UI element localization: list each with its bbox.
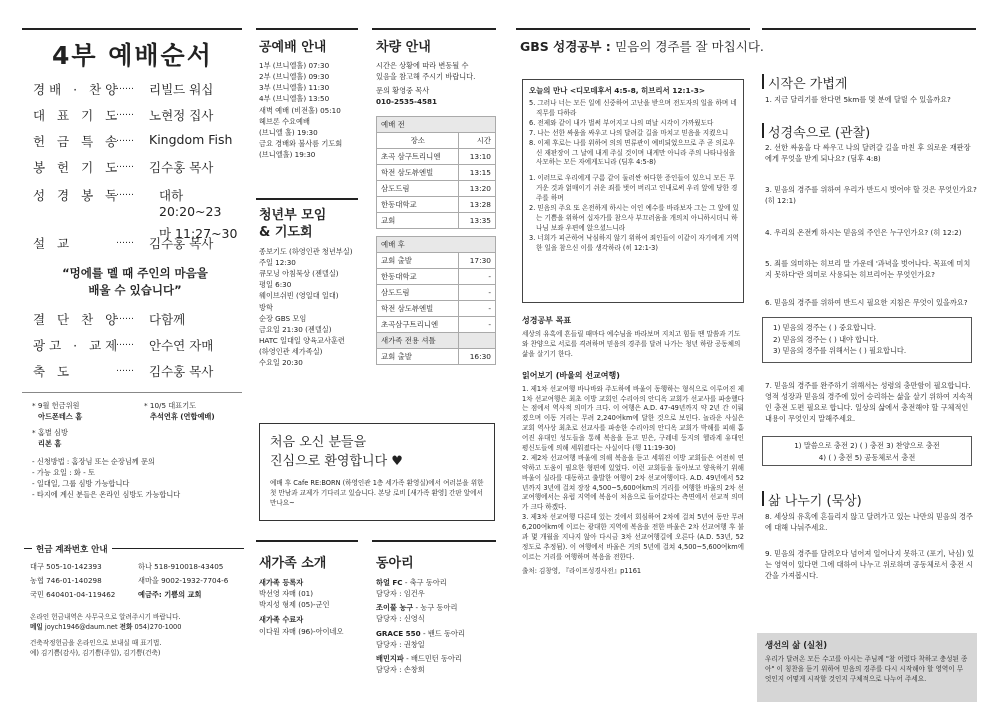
account-title: 헌금 계좌번호 안내	[32, 543, 112, 555]
order-label: 봉 헌 기 도	[33, 160, 122, 175]
gbs-title: GBS 성경공부 : 믿음의 경주를 잘 마칩시다.	[520, 39, 764, 54]
newfam-name: 박지성 형제 (05)-군인	[259, 600, 330, 610]
bus-row: 교회 출발 17:30	[377, 253, 496, 269]
bus-row: 교회 출발 16:30	[377, 349, 496, 365]
read-text	[522, 385, 744, 563]
worship-line: 2부 (브니엘홀) 09:30	[259, 72, 330, 82]
order-dots: ……	[116, 134, 134, 144]
worship-line: 금요 경배와 불사름 기도회	[259, 139, 343, 149]
order-value: 대하 20:20~23 마 11:27~30	[159, 188, 238, 241]
newfam-title: 새가족 소개	[259, 556, 327, 571]
question-7: 7. 믿음의 경주를 완주하기 위해서는 성령의 충만함이 필요합니다. 영적 성장과 믿음의 경주에 있어 승리하는 삶을 살기 위하여 지속적인 충전 도편 필요로 합니다. 일상의 삶에서 충전해야 할 구체적인 내용이 무엇인지 말해주세요.	[765, 381, 974, 424]
youth-line: 웨이브쉬빈 (영일대 일대)	[259, 291, 339, 301]
account-row: 국민 640401-04-119462 예금주: 기쁨의 교회	[30, 590, 202, 600]
order-value: 리빌드 워십	[149, 82, 214, 97]
order-value: 김수홍 목사	[149, 236, 214, 251]
order-row	[33, 234, 243, 254]
read-paragraph: 3. 제3차 선교여행 다른데 있는 것에서 회심하여 2차에 걸쳐 5년여 동안 무려 6,200여km에 이르는 광대한 지역에 복음을 전한 바울은 2차 선교여행 후 불과 몇 개월을 지나지 않아 다시금 3차 선교여행길에 오른다 (A.D. 53년, 52 정도로 추정됨). 이 여행에서 바울은 거의 5년에 걸쳐 4,500~5,600여km에 이르는 거리를 여행하며 복음을 전한다.	[522, 513, 744, 561]
bus-row: 초곡 삼구트리니엔 13:10	[377, 149, 496, 165]
section-observe: 성경속으로 (관찰)	[768, 126, 871, 141]
question-3: 3. 믿음의 경주를 위하여 우리가 반드시 벗어야 할 것은 무엇인가요? (히 12:1)	[765, 185, 977, 206]
account-row: 대구 505-10-142393 하나 518-910018-43405	[30, 562, 224, 571]
bus-row: 삼도드림 -	[377, 285, 496, 301]
worship-line: 3부 (브니엘홀) 11:30	[259, 83, 330, 93]
youth-line: 큐모닝 아침묵상 (젠델실)	[259, 269, 339, 279]
youth-line: HATC 일대일 양육교사훈련	[259, 336, 345, 346]
order-row	[33, 186, 243, 241]
order-value: 김수홍 목사	[149, 160, 214, 175]
question-6: 6. 믿음의 경주를 위하여 반드시 필요한 지침은 무엇이 있을까요?	[765, 298, 968, 307]
question-5: 5. 죄를 의미하는 히브리 말 가운데 '과녁을 벗어나다. 목표에 미치지 못하다'란 의미로 사용되는 히브리어는 무엇인가요?	[765, 259, 971, 280]
verse: 5. 그러나 너는 모든 일에 신중하여 고난을 받으며 전도자의 일을 하며 네 직무를 다하라	[529, 99, 737, 117]
bus-row: 초곡삼구트리니엔 -	[377, 317, 496, 333]
notice-line: - 타지에 계신 분들은 온라인 심방도 가능합니다	[32, 490, 181, 500]
order-label: 광고 · 교제	[33, 338, 122, 353]
question-2: 2. 선한 싸움을 다 싸우고 나의 달려갈 길을 마친 후 의로운 재판장에게 무엇을 받게 되나요? (딤후 4:8)	[765, 143, 971, 164]
order-value: 다함께	[149, 312, 186, 327]
verse: 1. 이러므로 우리에게 구름 같이 둘러싼 허다한 증인들이 있으니 모든 무거운 것과 얽매이기 쉬운 죄를 벗어 버리고 인내로써 우리 앞에 당한 경주를 하며	[529, 174, 738, 203]
verse: 6. 전제와 같이 내가 벌써 부어지고 나의 떠날 시각이 가까웠도다	[529, 118, 714, 127]
notice-block: * 9월 헌금위원 아드폰테스 홈 * 10/5 대표기도 추석연휴 (연합예배) * 홈별 심방 리본 홈 - 신청방법 : 홈장님 또는 순장님께 문의 - 가능 요일 : 화 - 토 - 일대일, 그룹 심방 가능합니다 - 타지에 계신 분들은 온라인 심방도 가능합니다	[32, 400, 244, 500]
youth-line: 방학	[259, 302, 273, 312]
order-value: 노현정 집사	[149, 108, 214, 123]
account-row: 농협 746-01-140298 새마을 9002-1932-7704-6	[30, 576, 229, 586]
bus-row: 예배 후	[377, 237, 496, 253]
order-dots: ……	[116, 160, 134, 170]
bus-row: 새가족 전용 셔틀	[377, 333, 496, 349]
order-label: 성 경 봉 독	[33, 188, 122, 203]
newfam-name: 이다원 자매 (96)-아이네오	[259, 626, 344, 636]
order-label: 경배 · 찬양	[33, 82, 122, 97]
youth-line: 주일 12:30	[259, 257, 296, 267]
order-value: 김수홍 목사	[149, 364, 214, 379]
order-title: 4부 예배순서	[52, 41, 213, 70]
order-label: 설 교	[33, 236, 74, 251]
order-dots: ……	[116, 312, 134, 322]
answer-box-2: 1) 말씀으로 충전 2) ( ) 충전 3) 찬양으로 충전 4) ( ) 충전 5) 공동체로서 충전	[762, 436, 972, 466]
club-item: 배민지파 - 배드민턴 동아리 담당자 : 손창희	[376, 653, 462, 675]
order-row	[33, 132, 243, 152]
notice-line: - 신청방법 : 홈장님 또는 순장님께 문의	[32, 456, 155, 466]
worship-line: 새벽 예배 (비전홀) 05:10	[259, 105, 341, 115]
worship-line: 헤브론 수요예배	[259, 116, 310, 126]
account-box: 헌금 계좌번호 안내 대구 505-10-142393 하나 518-910018-43405 농협 746-01-140298 새마을 9002-1932-7704-6 국민 640401-04-119462 예금주: 기쁨의 교회 온라인 헌금내역은 사무국으로 알려주시기 바랍니다. 메일 joych1946@daum.net 전화 054)270-1000 건축작정헌금을 온라인으로 보내실 때 표기법. 예) 김기쁨(감사), 김기쁨(주일), 김기쁨(건축)	[24, 548, 244, 702]
section-share: 삶 나누기 (묵상)	[768, 494, 862, 509]
order-value: Kingdom Fish	[149, 132, 233, 147]
order-label: 대 표 기 도	[33, 108, 122, 123]
box-line: 1) 믿음의 경주는 ( ) 중요합니다.	[773, 323, 877, 332]
bus-row: 한동대학교 -	[377, 269, 496, 285]
section-start: 시작은 가볍게	[768, 77, 848, 92]
read-paragraph: 2. 제2차 선교여행 바울에 의해 복음을 듣고 세워진 이방 교회들은 여전히 연약하고 도움이 필요한 형편에 있었다. 이런 교회들을 돌아보고 양육하기 위해 바울이 실라를 대동하고 출발한 여행이 2차 선교여행이다. A.D. 49년에서 52년까지 3년에 걸쳐 장장 4,500~5,600여km의 거리를 여행한 바울의 2차 선교여행에서는 유럽 지역에 복음이 처음으로 들어갔다는 측면에서 선교적 의미가 크다 하겠다.	[522, 453, 744, 512]
order-dots: ……	[116, 236, 134, 246]
bus-row: 장소 시간	[377, 133, 496, 149]
order-row	[33, 336, 243, 356]
bus-row: 학전 삼도뷰엔빌 -	[377, 301, 496, 317]
verse: 8. 이제 후로는 나를 위하여 의의 면류관이 예비되었으므로 주 곧 의로우신 재판장이 그 날에 내게 주실 것이며 내게만 아니라 주의 나타나심을 사모하는 모든 자에게도니라 (딤후 4:5-8)	[529, 138, 736, 167]
youth-line: 순장 GBS 모임	[259, 313, 307, 323]
question-1: 1. 지금 달리기를 한다면 5km를 몇 분에 달릴 수 있을까요?	[765, 95, 951, 104]
order-row	[33, 362, 243, 382]
order-dots: ……	[116, 108, 134, 118]
bus-row: 삼도드림 13:20	[377, 181, 496, 197]
order-dots: ……	[116, 82, 134, 92]
youth-line: 종보기도 (하영인관 청년부실)	[259, 246, 353, 256]
order-dots: ……	[116, 188, 134, 198]
club-title: 동아리	[376, 556, 414, 571]
order-dots: ……	[116, 338, 134, 348]
verse: 2. 믿음의 주요 또 온전하게 하시는 이인 예수를 바라보자 그는 그 앞에 있는 기쁨을 위하여 십자가를 참으사 부끄러움을 개의치 아니하시더니 하나님 보좌 우편에 앉으셨느니라	[529, 204, 739, 232]
order-row	[33, 310, 243, 330]
worship-line: (브니엘 홀) 19:30	[259, 127, 318, 137]
order-row	[33, 158, 243, 178]
youth-line: 평일 6:30	[259, 280, 292, 290]
worship-line: (브니엘홀) 19:30	[259, 150, 316, 160]
verse: 3. 너희가 피곤하여 낙심하지 않기 위하여 죄인들이 이같이 자기에게 거역한 일을 참으신 이를 생각하라 (히 12:1-3)	[529, 233, 739, 252]
order-label: 헌 금 특 송	[33, 134, 122, 149]
read-paragraph: 1. 제1차 선교여행 바나바와 주도하에 바울이 동행하는 형식으로 이루어진 제1차 선교여행은 최초 이방 교회인 수리아의 안디옥 교회가 선교사를 파송했다는 점에서 역사적 의미가 크다. 이 여행은 A.D. 47-49년까지 약 2년 간 이뤄졌으며 이동 거리는 무려 2,240여km에 달한 것으로 보인다. 놀라운 사실은 교회 역사상 최초로 선교사를 파송한 수리아의 안디옥 교회가 박해를 피해 흩어진 유대인 성도들을 통해 복음을 듣고 믿은, 구레네 등지의 헬라계 유대인 평신도들에 의해 세워졌다는 사실이다 (행 11:19-30)	[522, 384, 744, 453]
order-row	[33, 106, 243, 126]
question-8: 8. 세상의 유혹에 흔들리지 않고 달려가고 있는 나만의 믿음의 경주에 대해 나눠주세요.	[765, 512, 973, 533]
club-item: 하얼 FC - 축구 동아리 담당자 : 임건우	[376, 578, 447, 599]
question-4: 4. 우리의 온전케 하시는 믿음의 주인은 누구인가요? (히 12:2)	[765, 228, 962, 237]
question-9: 9. 믿음의 경주를 달려오다 넘어져 일어나지 못하고 (포기, 낙심) 있는 영역이 있다면 그에 대하여 나누고 위로하며 공동체로서 충전 시간을 가져봅시다.	[765, 549, 974, 581]
newfam-name: 박선영 자매 (01)	[259, 589, 314, 599]
goal-title: 성경공부 목표	[522, 316, 572, 325]
goal-text: 세상의 유혹에 흔들릴 때마다 예수님을 바라보며 지치고 힘들 땐 말씀과 기도와 찬양으로 서로를 격려하며 믿음의 경주를 달려 나가는 청년 하람 공동체의 삶을 살기기 한다.	[522, 330, 741, 358]
worship-title: 공예배 안내	[259, 40, 327, 55]
sermon-quote: “멍에를 멜 때 주인의 마음을 배울 수 있습니다”	[62, 266, 208, 298]
order-dots: ……	[116, 364, 134, 374]
source: 출처: 김창영, 『라이프성경사전』p1161	[522, 566, 642, 575]
youth-line: 수요일 20:30	[259, 358, 303, 368]
order-value: 안수연 자매	[149, 338, 214, 353]
bus-table-before	[376, 116, 496, 229]
youth-title: 청년부 모임 & 기도회	[259, 208, 327, 240]
box-line: 3) 믿음의 경주를 위해서는 ( ) 필요합니다.	[773, 346, 907, 356]
read-title: 읽어보기 (바울의 선교여행)	[522, 370, 620, 380]
club-item: 조이풀 농구 - 농구 동아리 담당자 : 신영식	[376, 603, 458, 624]
notice-line: - 가능 요일 : 화 - 토	[32, 467, 95, 477]
youth-line: 금요일 21:30 (젠델실)	[259, 324, 332, 334]
order-label: 결 단 찬 양	[33, 312, 122, 327]
order-label: 축 도	[33, 364, 74, 379]
bus-row: 한동대학교 13:28	[377, 197, 496, 213]
youth-line: (하영인관 세가족실)	[259, 347, 323, 357]
bus-row: 교회 13:35	[377, 213, 496, 229]
welcome-box: 처음 오신 분들을 진심으로 환영합니다 ♥ 예배 후 Cafe RE:BORN (하영인관 1층 세가족 환영실)에서 여러분을 위한 첫 만남과 교제가 기다리고 있습니다. 본당 로비 [새가족 환영] 간판 앞에서 만나요~	[259, 423, 495, 521]
worship-line: 1부 (브니엘홀) 07:30	[259, 61, 330, 70]
verse: 7. 나는 선한 싸움을 싸우고 나의 달려갈 길을 마치고 믿음을 지켰으니	[529, 128, 729, 137]
bus-table-after	[376, 236, 496, 365]
club-item: GRACE 550 - 밴드 동아리 담당자 : 권창일	[376, 628, 465, 649]
bus-row: 학전 삼도뷰엔빌 13:15	[377, 165, 496, 181]
practice-box: 생선의 삶 (실천) 우리가 달려온 모든 수고를 아시는 주님께 "참 어렸다 착하고 충성된 종아" 이 칭찬을 듣기 위하여 믿음의 경주를 다시 시작해야 할 영역이 무엇인지 어떻게 시작할 것인지 구체적으로 나누어 주세요.	[757, 633, 977, 702]
worship-line: 4부 (브니엘홀) 13:50	[259, 94, 330, 104]
bus-row: 예배 전	[377, 117, 496, 133]
answer-box-1	[762, 317, 972, 363]
notice-line: - 일대일, 그룹 심방 가능합니다	[32, 478, 130, 488]
verse-box: 오늘의 만나 <디모데후서 4:5-8, 히브리서 12:1-3> 5. 그러나 너는 모든 일에 신중하여 고난을 받으며 전도자의 일을 하며 네 직무를 다하라 6. 전제와 같이 내가 벌써 부어지고 나의 떠날 시각이 가까웠도다 7. 나는 선한 싸움을 싸우고 나의 달려갈 길을 마치고 믿음을 지켰으니 8. 이제 후로는 나를 위하여 의의 면류관이 예비되었으므로 주 곧 의로우신 재판장이 그 날에 내게 주실 것이며 내게만 아니라 주의 나타나심을 사모하는 모든 자에게도니라 (딤후 4:5-8) 1. 이러므로 우리에게 구름 같이 둘러싼 허다한 증인들이 있으니 모든 무거운 것과 얽매이기 쉬운 죄를 벗어 버리고 인내로써 우리 앞에 당한 경주를 하며 2. 믿음의 주요 또 온전하게 하시는 이인 예수를 바라보자 그는 그 앞에 있는 기쁨을 위하여 십자가를 참으사 부끄러움을 개의치 아니하시더니 하나님 보좌 우편에 앉으셨느니라 3. 너희가 피곤하여 낙심하지 않기 위하여 죄인들이 이같이 자기에게 거역한 일을 참으신 이를 생각하라 (히 12:1-3)	[522, 79, 744, 303]
order-row	[33, 80, 243, 100]
box-line: 2) 믿음의 경주는 ( ) 내야 합니다.	[773, 334, 879, 344]
bus-title: 차량 안내	[376, 40, 431, 55]
